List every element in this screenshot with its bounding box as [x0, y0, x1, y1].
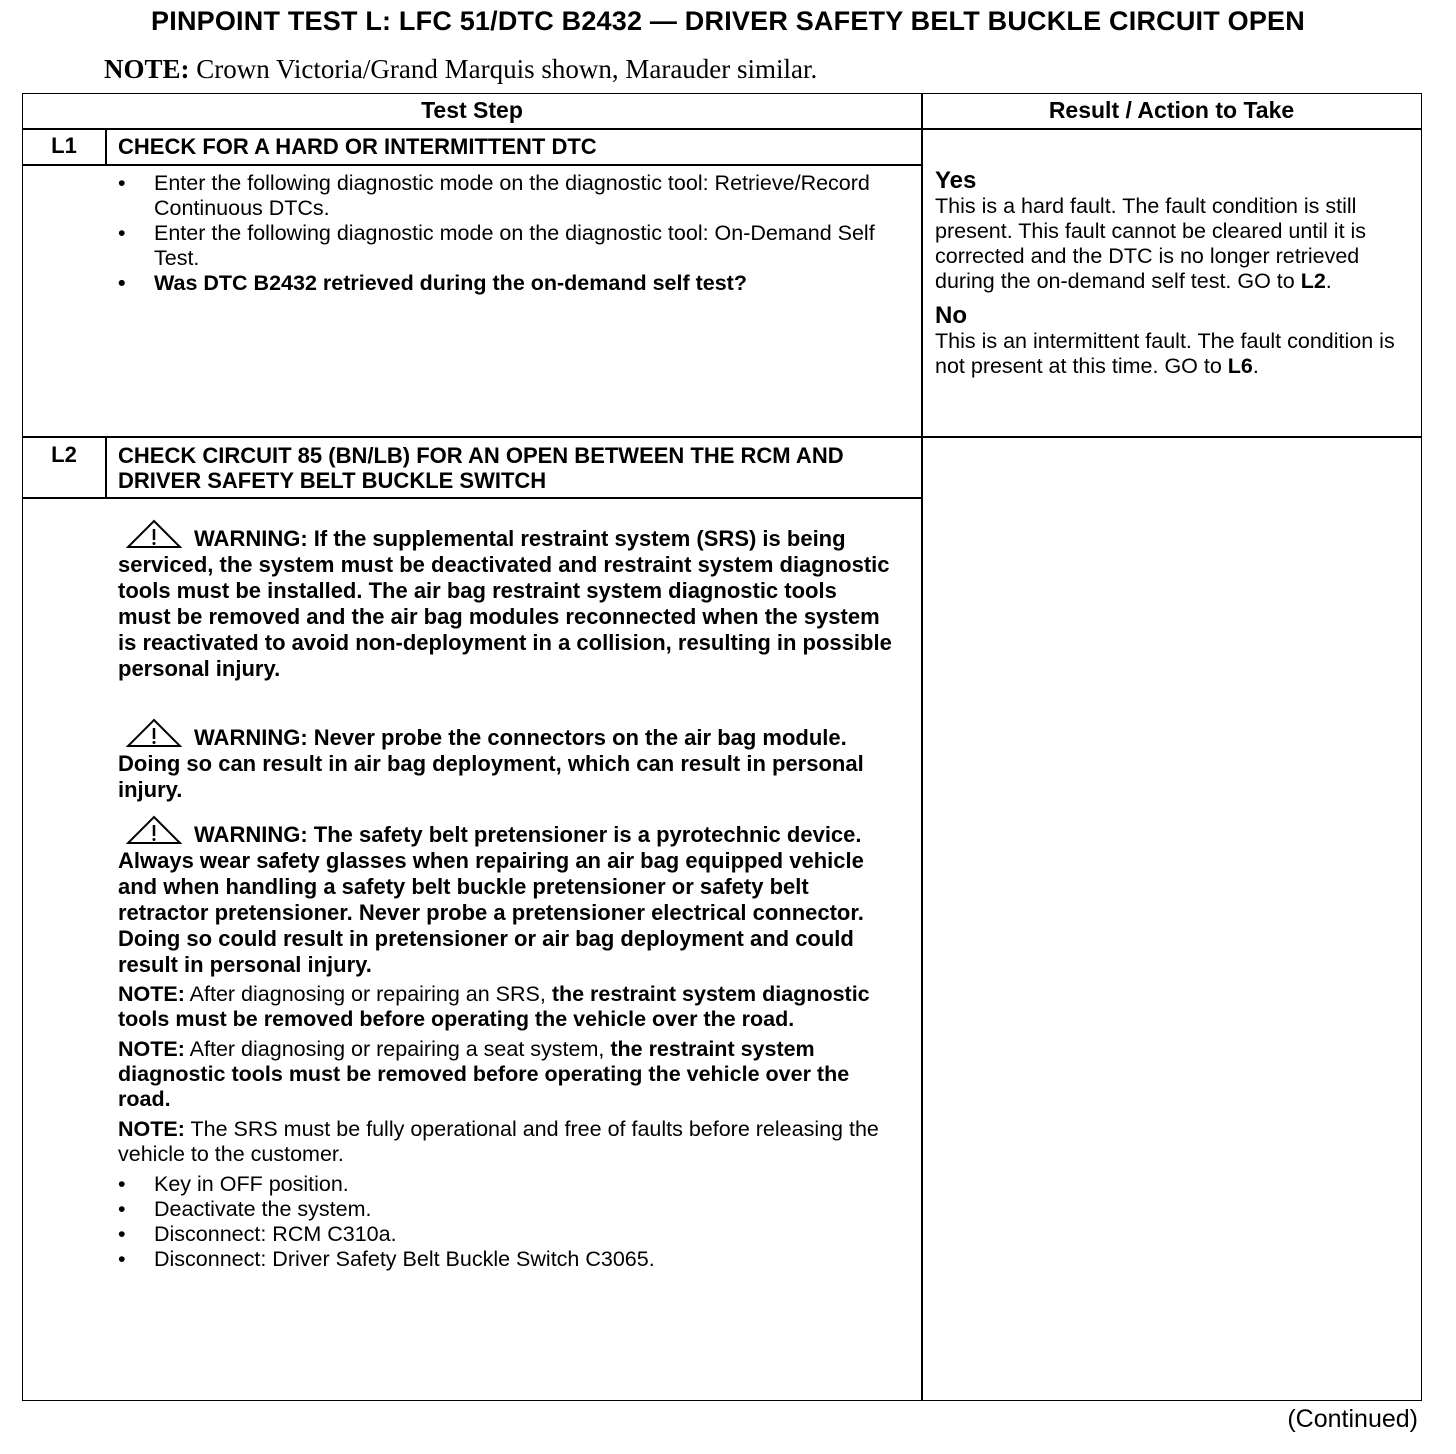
result-no-label: No — [935, 302, 967, 329]
step-instructions-l1 — [118, 171, 878, 296]
warning-triangle-icon — [126, 815, 182, 845]
header-divider — [23, 128, 1421, 130]
note-srs-tools — [118, 982, 893, 1032]
step-id-l1: L1 — [51, 133, 77, 158]
header-test-step: Test Step — [421, 97, 523, 123]
step-title-l1: CHECK FOR A HARD OR INTERMITTENT DTC — [118, 134, 597, 159]
goto-l6-reference: L6 — [1227, 354, 1253, 378]
document-note-text: Crown Victoria/Grand Marquis shown, Marauder similar. — [189, 54, 818, 84]
note-label: NOTE: — [118, 1117, 185, 1141]
warning-srs-service — [118, 519, 893, 682]
warning-air-bag-probe — [118, 718, 893, 803]
pinpoint-test-table — [22, 93, 1422, 1401]
warning-text: WARNING: If the supplemental restraint system (SRS) is being serviced, the system must be deactivated and restraint system diagnostic tools must be installed. The air bag restraint system diagnostic tools must be removed and the air bag modules reconnected when the system is reactivated to avoid non-deployment in a collision, resulting in possible personal injury. — [118, 526, 892, 681]
note-bold-text: the restraint system diagnostic tools must be removed before operating the vehicle over the road. — [118, 982, 870, 1031]
warning-triangle-icon — [126, 718, 182, 748]
warning-triangle-icon — [126, 519, 182, 549]
goto-l2-reference: L2 — [1300, 269, 1326, 293]
step-instructions-l2 — [118, 1172, 878, 1272]
warning-pretensioner — [118, 815, 893, 978]
l2-title-divider — [23, 497, 922, 499]
continued-label: (Continued) — [1287, 1405, 1418, 1433]
list-item: • Key in OFF position. — [118, 1172, 878, 1197]
result-yes-description: This is a hard fault. The fault condition is still present. This fault cannot be cleared until it is corrected and the DTC is no longer retrieved during the on-demand self test. GO to — [935, 194, 1367, 293]
result-l1 — [935, 168, 1419, 379]
list-item: • Disconnect: Driver Safety Belt Buckle Switch C3065. — [118, 1247, 878, 1272]
note-bold-text: the restraint system diagnostic tools must be removed before operating the vehicle over the road. — [118, 1037, 850, 1111]
result-yes-text: This is a hard fault. The fault condition is still present. This fault cannot be cleared until it is corrected and the DTC is no longer retrieved during the on-demand self test. GO to L2. — [935, 194, 1367, 293]
l1-title-divider — [23, 164, 922, 166]
step-id-divider-l1 — [105, 128, 107, 165]
note-srs-operational — [118, 1117, 893, 1167]
result-yes-label: Yes — [935, 167, 977, 194]
note-plain-text: After diagnosing or repairing a seat system, — [184, 1037, 611, 1061]
step-title-l2: CHECK CIRCUIT 85 (BN/LB) FOR AN OPEN BETWEEN THE RCM AND DRIVER SAFETY BELT BUCKLE SWITCH — [118, 443, 844, 493]
row-divider-l1-l2 — [23, 436, 1421, 438]
step-id-divider-l2 — [105, 436, 107, 498]
document-note-label: NOTE: — [104, 54, 190, 84]
note-plain-text: After diagnosing or repairing an SRS, — [184, 982, 552, 1006]
result-no-text: This is an intermittent fault. The fault condition is not present at this time. GO to L6. — [935, 329, 1395, 378]
note-label: NOTE: — [118, 982, 185, 1006]
warning-text: WARNING: Never probe the connectors on the air bag module. Doing so can result in air bag deployment, which can result in personal injury. — [118, 725, 864, 802]
step-id-l2: L2 — [51, 442, 77, 467]
page-title: PINPOINT TEST L: LFC 51/DTC B2432 — DRIVER SAFETY BELT BUCKLE CIRCUIT OPEN — [151, 6, 1305, 36]
list-item: • Was DTC B2432 retrieved during the on-demand self test? — [118, 271, 878, 296]
warning-text: WARNING: The safety belt pretensioner is a pyrotechnic device. Always wear safety glasses when repairing an air bag equipped vehicle and when handling a safety belt buckle pretensioner or safety belt retractor pretensioner. Never probe a pretensioner electrical connector. Doing so could result in pretensioner or air bag deployment and could result in personal injury. — [118, 822, 864, 977]
note-seat-system — [118, 1037, 893, 1112]
list-item: • Enter the following diagnostic mode on the diagnostic tool: On-Demand Self Test. — [118, 221, 878, 271]
step-body-l2 — [118, 519, 893, 1272]
result-no-description: This is an intermittent fault. The fault condition is not present at this time. GO to — [935, 329, 1395, 378]
list-item: • Enter the following diagnostic mode on the diagnostic tool: Retrieve/Record Continuous DTCs. — [118, 171, 878, 221]
document-note — [104, 54, 817, 85]
header-result-action: Result / Action to Take — [1048, 97, 1295, 123]
note-plain-text: The SRS must be fully operational and free of faults before releasing the vehicle to the customer. — [118, 1117, 879, 1166]
list-item: • Deactivate the system. — [118, 1197, 878, 1222]
column-divider — [921, 94, 923, 1400]
list-item: • Disconnect: RCM C310a. — [118, 1222, 878, 1247]
note-label: NOTE: — [118, 1037, 185, 1061]
